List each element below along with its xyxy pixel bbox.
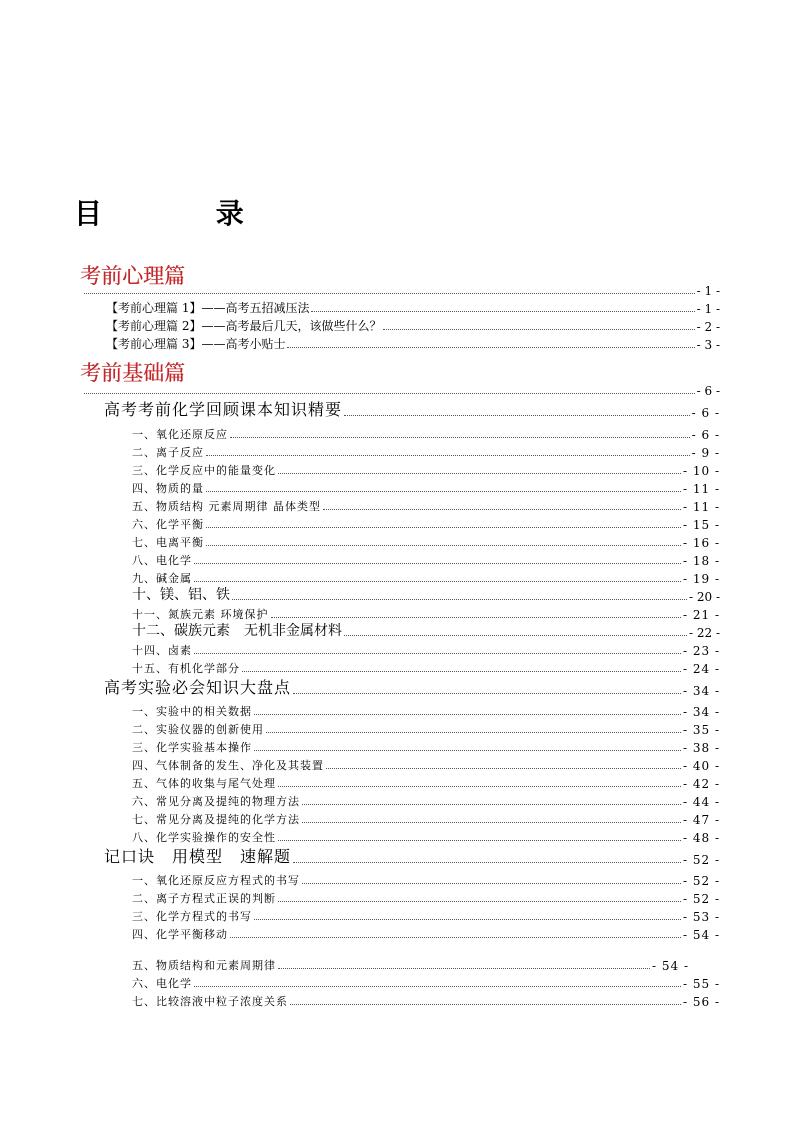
dot-leader [194,563,681,564]
dot-leader [344,415,690,416]
page-number: - 52 - [682,874,720,888]
dot-leader [271,617,681,618]
toc-entry[interactable] [132,870,720,888]
toc-entry[interactable] [132,906,720,924]
toc-entry[interactable] [132,791,720,809]
dot-leader [84,293,695,294]
page-number: - 44 - [682,795,720,809]
dot-leader [290,1004,681,1005]
toc-entry[interactable] [132,755,720,773]
page-number: - 34 - [682,705,720,719]
toc-entry-label: 六、电化学 [132,977,192,990]
toc-entry[interactable] [132,514,720,532]
toc-group-textbook-review[interactable] [104,402,720,420]
toc-group-label: 记口诀 用模型 速解题 [104,847,292,866]
page-number: - 52 - [682,853,720,867]
document-title: 目 录 [74,197,296,230]
toc-entry-label: 六、化学平衡 [132,518,204,531]
toc-entry-label: 【考前心理篇 1】——高考五招减压法 [106,301,310,315]
toc-entry-label: 【考前心理篇 2】——高考最后几天，该做些什么？ [106,319,382,333]
dot-leader [278,901,681,902]
toc-entry[interactable] [132,658,720,676]
toc-entry-label: 一、实验中的相关数据 [132,705,252,718]
dot-leader [242,671,681,672]
toc-entry-label: 七、比较溶液中粒子浓度关系 [132,995,288,1008]
page-number: - 11 - [682,482,720,496]
dot-leader [206,545,681,546]
page-number: - 23 - [682,644,720,658]
page-number: - 15 - [682,518,720,532]
dot-leader [311,311,694,312]
toc-entry-label: 【考前心理篇 3】——高考小贴士 [106,337,286,351]
dot-leader [206,527,681,528]
dot-leader [278,840,681,841]
page-number: - 54 - [682,928,720,942]
toc-entry[interactable] [132,991,720,1009]
dot-leader [206,491,681,492]
toc-entry-label: 四、化学平衡移动 [132,928,228,941]
toc-group-mnemonics[interactable] [104,849,720,867]
toc-entry-label: 二、实验仪器的创新使用 [132,723,264,736]
toc-entry-label: 三、化学方程式的书写 [132,910,252,923]
page-number: - 2 - [696,320,720,334]
page-number: - 9 - [691,446,720,460]
dot-leader [302,804,681,805]
toc-group-lab-knowledge[interactable] [104,680,720,698]
dot-leader [302,883,681,884]
toc-entry-label: 七、常见分离及提纯的化学方法 [132,813,300,826]
toc-entry[interactable] [132,496,720,514]
page-number: - 56 - [682,995,720,1009]
page-number: - 34 - [682,684,720,698]
page-number: - 6 - [691,406,720,420]
page-number: - 11 - [682,500,720,514]
toc-entry[interactable] [132,955,689,973]
dot-leader [84,393,695,394]
toc-entry-label: 一、氧化还原反应方程式的书写 [132,874,300,887]
toc-entry-label: 二、离子反应 [132,446,204,459]
toc-entry-label: 五、气体的收集与尾气处理 [132,777,276,790]
toc-entry[interactable] [132,737,720,755]
toc-entry-label: 四、物质的量 [132,482,204,495]
page-number: - 19 - [682,572,720,586]
toc-entry-label: 八、电化学 [132,554,192,567]
toc-entry[interactable] [132,973,720,991]
section-heading-basics: 考前基础篇 [80,361,185,385]
toc-entry-label: 七、电离平衡 [132,536,204,549]
toc-entry-label: 十一、氮族元素 环境保护 [132,608,269,621]
toc-entry[interactable] [132,424,720,442]
page-number: - 18 - [682,554,720,568]
toc-entry[interactable] [106,334,720,352]
page-number: - 22 - [688,626,720,640]
toc-entry[interactable] [132,550,720,568]
toc-entry-label: 三、化学实验基本操作 [132,741,252,754]
toc-entry[interactable] [132,888,720,906]
page-number: - 48 - [682,831,720,845]
toc-entry-label: 三、化学反应中的能量变化 [132,464,276,477]
toc-entry[interactable] [132,719,720,737]
page-number: - 54 - [651,959,689,973]
toc-entry-label: 十二、碳族元素 无机非金属材料 [132,623,342,639]
page-number: - 1 - [696,284,720,298]
page-number: - 16 - [682,536,720,550]
page-number: - 40 - [682,759,720,773]
toc-entry-label: 十五、有机化学部分 [132,662,240,675]
toc-entry[interactable] [132,827,720,845]
page-number: - 35 - [682,723,720,737]
toc-entry[interactable] [132,586,720,604]
dot-leader [287,347,694,348]
page-number: - 20 - [688,590,720,604]
dot-leader [302,822,681,823]
page-number: - 52 - [682,892,720,906]
dot-leader [266,732,681,733]
toc-entry-label: 八、化学实验操作的安全性 [132,831,276,844]
dot-leader [194,653,681,654]
toc-group-label: 高考实验必会知识大盘点 [104,678,292,697]
toc-entry[interactable] [132,640,720,658]
page-number: - 6 - [696,384,720,398]
dot-leader [383,329,694,330]
toc-entry[interactable] [132,532,720,550]
dot-leader [230,937,681,938]
dot-leader [278,786,681,787]
page-number: - 10 - [682,464,720,478]
toc-entry-label: 九、碱金属 [132,572,192,585]
toc-entry[interactable] [132,478,720,496]
toc-entry-label: 四、气体制备的发生、净化及其装置 [132,759,324,772]
dot-leader [293,693,681,694]
page-number: - 24 - [682,662,720,676]
dot-leader [293,862,681,863]
section-heading-psychology: 考前心理篇 [80,264,185,288]
dot-leader [254,750,681,751]
dot-leader [278,473,681,474]
toc-entry[interactable] [132,622,720,640]
dot-leader [230,437,690,438]
page-number: - 47 - [682,813,720,827]
toc-entry-label: 五、物质结构 元素周期律 晶体类型 [132,500,321,513]
toc-entry-label: 二、离子方程式正误的判断 [132,892,276,905]
page-number: - 53 - [682,910,720,924]
toc-entry[interactable] [132,773,720,791]
dot-leader [194,581,681,582]
dot-leader [326,768,681,769]
page-number: - 42 - [682,777,720,791]
page-number: - 55 - [682,977,720,991]
toc-entry-label: 一、氧化还原反应 [132,428,228,441]
dot-leader [206,455,690,456]
toc-group-label: 高考考前化学回顾课本知识精要 [104,400,343,419]
dot-leader [194,986,681,987]
page-number: - 3 - [696,338,720,352]
page-number: - 6 - [691,428,720,442]
dot-leader [344,635,687,636]
page-number: - 38 - [682,741,720,755]
dot-leader [254,919,681,920]
dot-leader [323,509,681,510]
page-number: - 21 - [682,608,720,622]
toc-entry-label: 十、镁、铝、铁 [132,587,230,603]
toc-entry-label: 十四、卤素 [132,644,192,657]
toc-entry[interactable] [106,298,720,316]
toc-entry[interactable] [132,924,720,942]
toc-row-section-psychology[interactable] [84,280,720,298]
toc-entry[interactable] [132,442,720,460]
dot-leader [278,968,650,969]
toc-row-section-basics[interactable] [84,380,720,398]
toc-entry[interactable] [132,809,720,827]
toc-entry[interactable] [132,460,720,478]
dot-leader [254,714,681,715]
toc-entry[interactable] [132,701,720,719]
page-number: - 1 - [696,302,720,316]
dot-leader [232,599,687,600]
toc-entry-label: 五、物质结构和元素周期律 [132,959,276,972]
toc-entry[interactable] [106,316,720,334]
toc-entry-label: 六、常见分离及提纯的物理方法 [132,795,300,808]
